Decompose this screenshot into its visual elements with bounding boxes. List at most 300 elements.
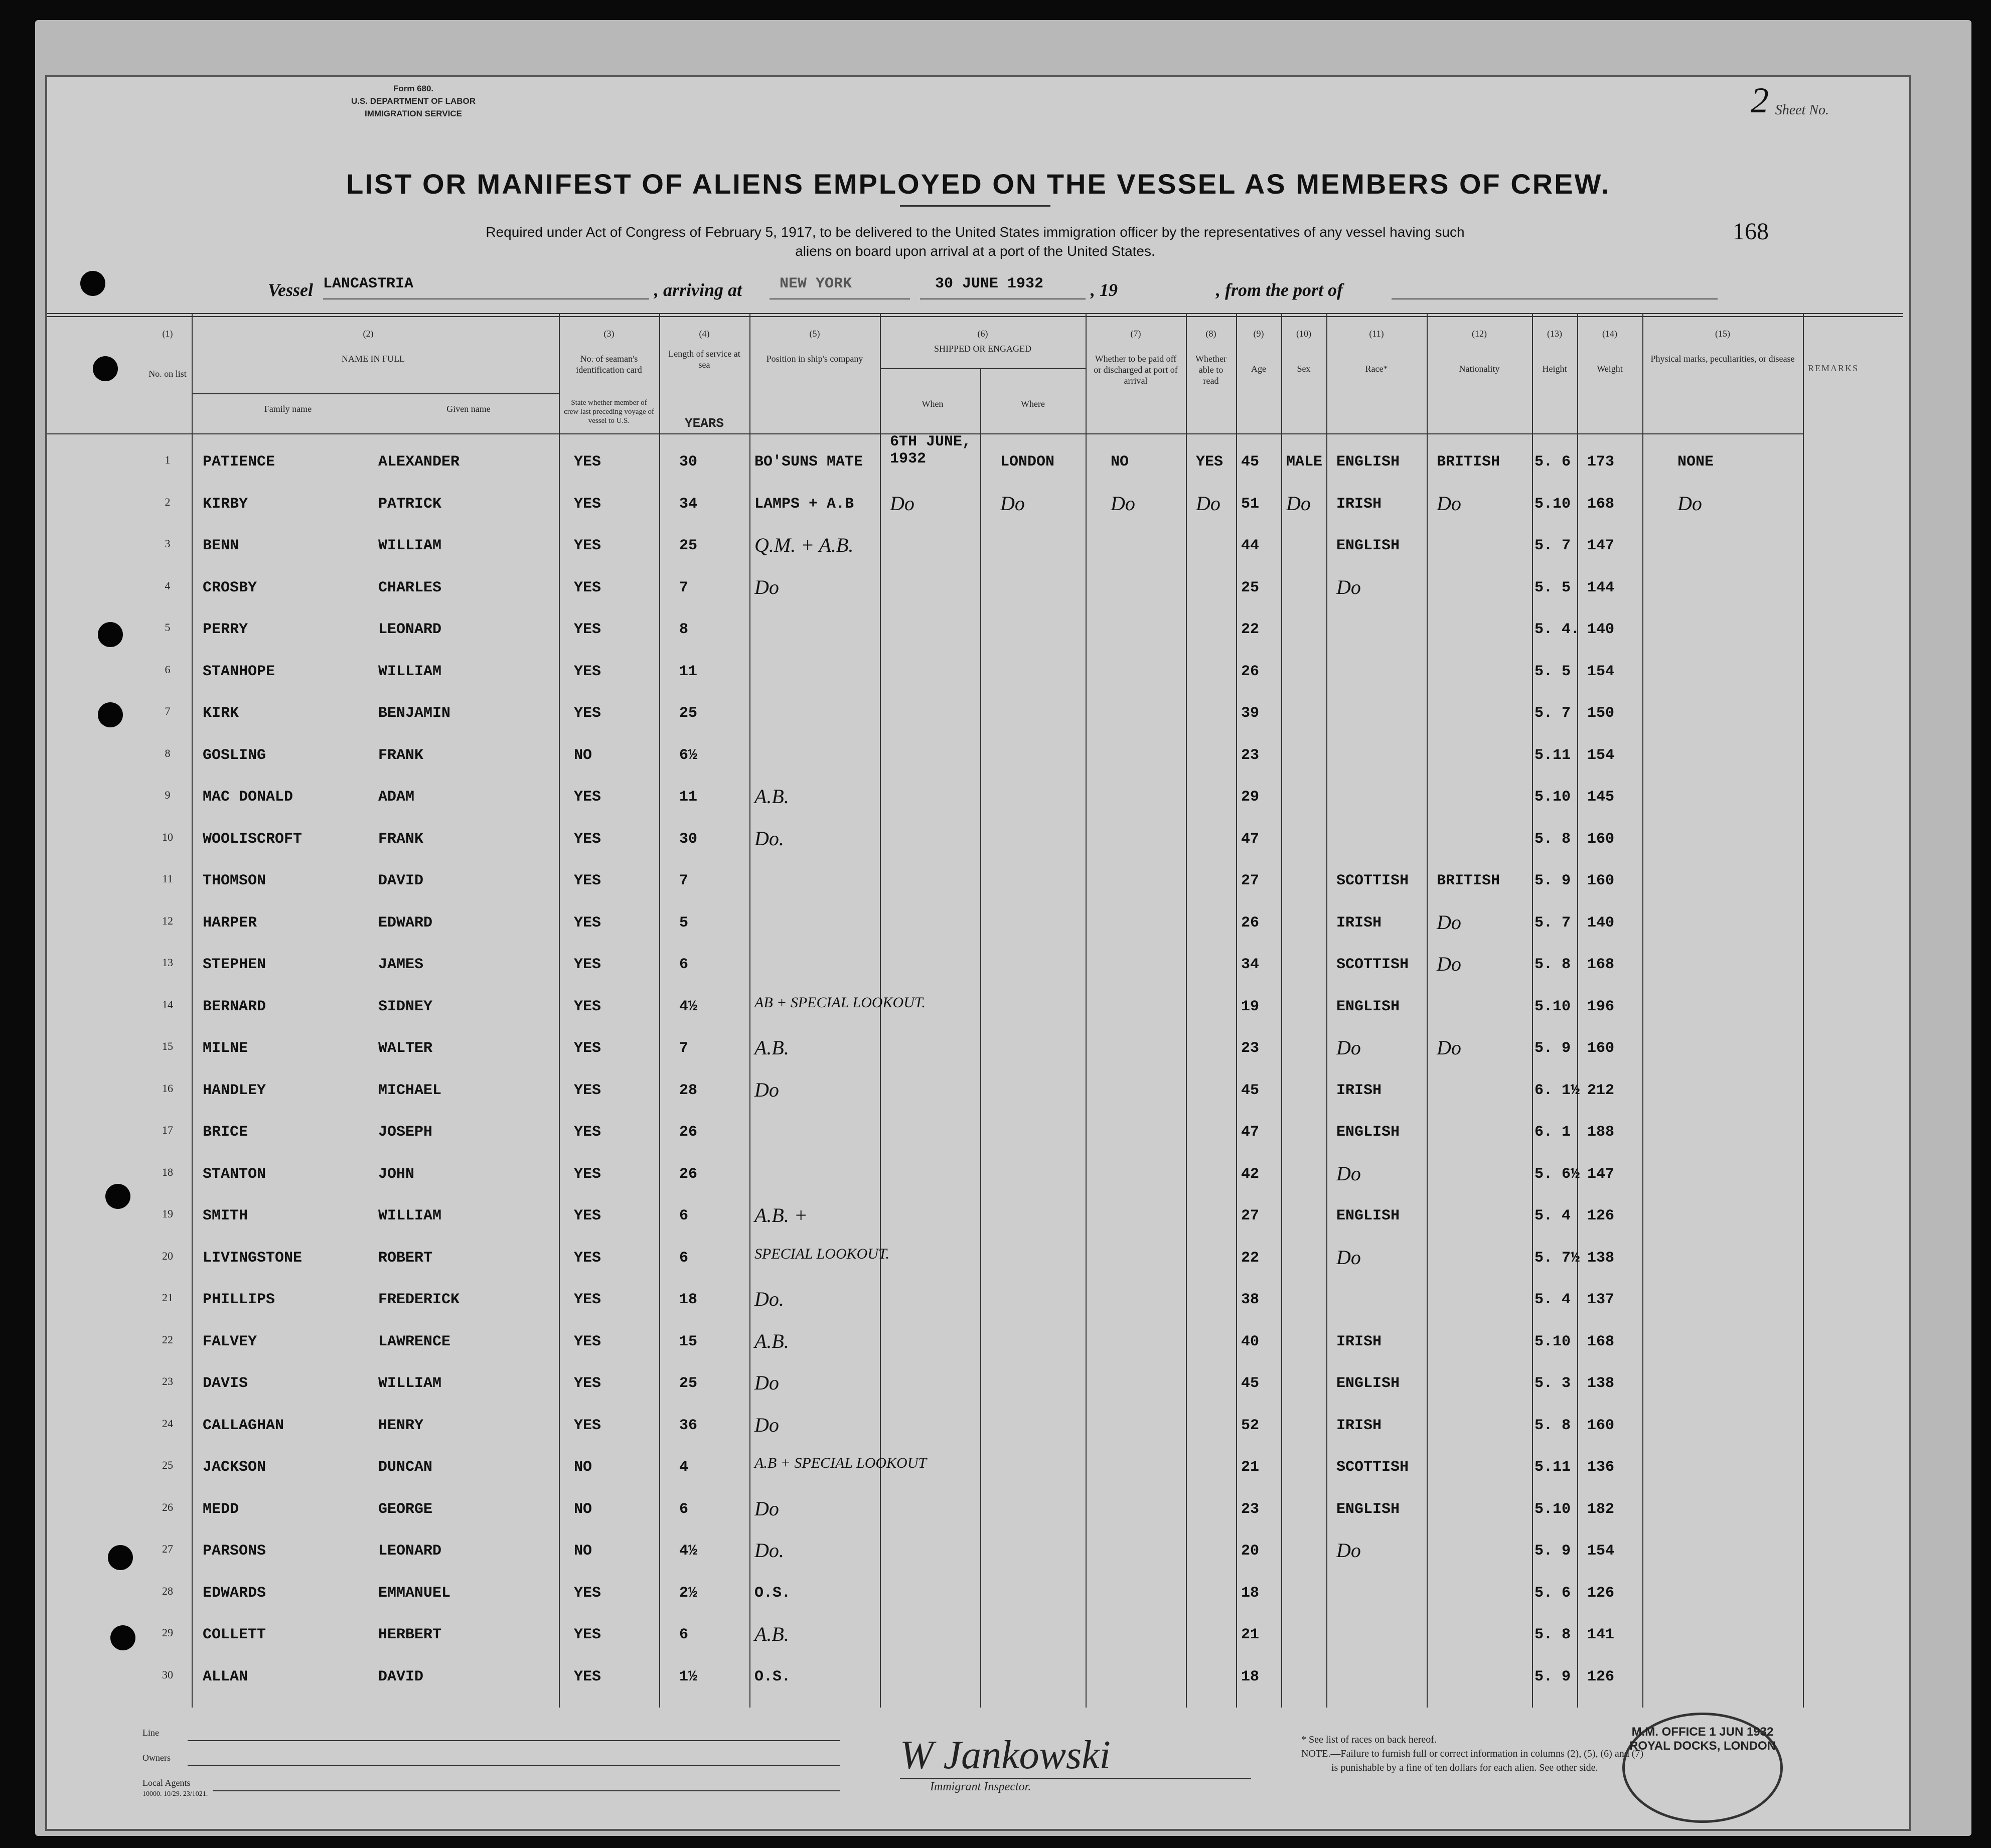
- punch-hole: [80, 271, 105, 296]
- row-number: 12: [162, 914, 173, 927]
- weight: 126: [1587, 1584, 1615, 1602]
- height: 5. 6: [1535, 1584, 1571, 1602]
- height: 5. 3: [1535, 1375, 1571, 1392]
- weight: 140: [1587, 621, 1615, 638]
- header-position: Position in ship's company: [766, 354, 863, 364]
- weight: 140: [1587, 914, 1615, 932]
- row-number: 19: [162, 1207, 173, 1220]
- row-number: 11: [162, 872, 173, 885]
- stamp-text: M.M. OFFICE 1 JUN 1932 ROYAL DOCKS, LONDON: [1629, 1725, 1776, 1753]
- vessel-label: Vessel: [268, 280, 313, 300]
- header-length-service: Length of service at sea: [668, 349, 740, 370]
- age: 45: [1241, 1375, 1260, 1392]
- age: 39: [1241, 705, 1260, 722]
- age: 26: [1241, 914, 1260, 932]
- race: IRISH: [1336, 1082, 1382, 1099]
- family-name: JACKSON: [203, 1459, 266, 1476]
- age: 27: [1241, 872, 1260, 889]
- family-name: PATIENCE: [203, 453, 275, 471]
- family-name: STANTON: [203, 1165, 266, 1183]
- years-service: 4½: [679, 998, 698, 1015]
- family-name: CROSBY: [203, 579, 257, 596]
- row-number: 14: [162, 998, 173, 1011]
- table-top-rule: [47, 313, 1903, 314]
- race: SCOTTISH: [1336, 872, 1409, 889]
- header-given-name: Given name: [446, 404, 491, 414]
- previous-voyage: YES: [574, 453, 601, 471]
- previous-voyage: YES: [574, 1333, 601, 1350]
- family-name: EDWARDS: [203, 1584, 266, 1602]
- footer-agents-label: Local Agents: [142, 1778, 191, 1788]
- family-name: ALLAN: [203, 1668, 248, 1685]
- header-age: Age: [1251, 364, 1266, 374]
- previous-voyage: YES: [574, 830, 601, 848]
- age: 52: [1241, 1417, 1260, 1434]
- given-name: SIDNEY: [378, 998, 433, 1015]
- col-divider-16: [1803, 313, 1804, 1708]
- row-number: 22: [162, 1333, 173, 1346]
- note-fine: is punishable by a fine of ten dollars for each alien. See other side.: [1331, 1762, 1598, 1773]
- vessel-underline: [323, 298, 649, 299]
- family-name: BRICE: [203, 1124, 248, 1141]
- years-service: 6: [679, 1500, 689, 1518]
- weight: 160: [1587, 830, 1615, 848]
- years-service: 7: [679, 579, 689, 596]
- height: 5.11: [1535, 1459, 1571, 1476]
- previous-voyage: YES: [574, 956, 601, 973]
- years-service: 7: [679, 872, 689, 889]
- sex: MALE: [1286, 453, 1323, 471]
- years-service: 6: [679, 1207, 689, 1224]
- family-name: WOOLISCROFT: [203, 830, 302, 848]
- family-name: MILNE: [203, 1040, 248, 1057]
- years-service: 1½: [679, 1668, 698, 1685]
- family-name: HANDLEY: [203, 1082, 266, 1099]
- given-name: DUNCAN: [378, 1459, 433, 1476]
- height: 5. 9: [1535, 1040, 1571, 1057]
- height: 5. 7: [1535, 914, 1571, 932]
- header-weight: Weight: [1597, 364, 1623, 374]
- given-name: WILLIAM: [378, 1207, 442, 1224]
- height: 6. 1: [1535, 1124, 1571, 1141]
- position: A.B.: [754, 785, 789, 808]
- weight: 138: [1587, 1375, 1615, 1392]
- weight: 126: [1587, 1668, 1615, 1685]
- col-num-3: (3): [603, 329, 615, 339]
- age: 29: [1241, 789, 1260, 806]
- previous-voyage: YES: [574, 1207, 601, 1224]
- arriving-label: , arriving at: [654, 280, 742, 300]
- header-remarks: REMARKS: [1808, 363, 1859, 373]
- years-service: 5: [679, 914, 689, 932]
- table-top-rule-2: [47, 316, 1903, 317]
- punch-hole: [98, 622, 123, 647]
- able-to-read: Do: [1196, 492, 1220, 515]
- family-name: PERRY: [203, 621, 248, 638]
- row-number: 6: [165, 663, 171, 676]
- row-number: 21: [162, 1291, 173, 1304]
- height: 5.10: [1535, 495, 1571, 513]
- given-name: JOSEPH: [378, 1124, 433, 1141]
- race: Do: [1336, 1036, 1361, 1059]
- race: ENGLISH: [1336, 453, 1400, 471]
- weight: 173: [1587, 453, 1615, 471]
- header-shipped: SHIPPED OR ENGAGED: [934, 344, 1031, 354]
- paid-off: NO: [1111, 453, 1129, 471]
- from-underline: [1392, 298, 1718, 299]
- height: 5.10: [1535, 789, 1571, 806]
- header-seaman-note: State whether member of crew last preceding voyage of vessel to U.S.: [564, 399, 654, 425]
- years-service: 30: [679, 453, 698, 471]
- col-num-7: (7): [1130, 329, 1141, 339]
- position: Do: [754, 575, 779, 598]
- header-able-read: Whether able to read: [1195, 354, 1227, 386]
- header-when: When: [922, 399, 944, 409]
- age: 45: [1241, 453, 1260, 471]
- given-name: WILLIAM: [378, 1375, 442, 1392]
- weight: 188: [1587, 1124, 1615, 1141]
- col-divider-11: [1326, 313, 1327, 1708]
- age: 21: [1241, 1459, 1260, 1476]
- position: Do.: [754, 1288, 784, 1310]
- years-service: 4: [679, 1459, 689, 1476]
- race: ENGLISH: [1336, 1375, 1400, 1392]
- col-divider-13: [1532, 313, 1533, 1708]
- weight: 168: [1587, 1333, 1615, 1350]
- position: A.B.: [754, 1623, 789, 1645]
- age: 42: [1241, 1165, 1260, 1183]
- given-name: JOHN: [378, 1165, 415, 1183]
- given-name: LEONARD: [378, 621, 442, 638]
- height: 6. 1½: [1535, 1082, 1580, 1099]
- footer-owners-rule: [188, 1765, 840, 1766]
- years-service: 8: [679, 621, 689, 638]
- age: 40: [1241, 1333, 1260, 1350]
- note-failure: NOTE.—Failure to furnish full or correct information in columns (2), (5), (6) and (7): [1301, 1748, 1644, 1759]
- shipped-where: LONDON: [1000, 453, 1055, 471]
- weight: 160: [1587, 1417, 1615, 1434]
- header-physical-marks: Physical marks, peculiarities, or disease: [1650, 354, 1795, 364]
- weight: 145: [1587, 789, 1615, 806]
- previous-voyage: YES: [574, 1375, 601, 1392]
- age: 22: [1241, 1249, 1260, 1267]
- col-divider-10: [1281, 313, 1282, 1708]
- row-number: 28: [162, 1584, 173, 1597]
- name-subrule: [193, 393, 559, 394]
- form-dept: U.S. DEPARTMENT OF LABOR: [351, 96, 476, 106]
- family-name: BERNARD: [203, 998, 266, 1015]
- col-num-2: (2): [363, 329, 374, 339]
- previous-voyage: YES: [574, 1249, 601, 1267]
- weight: 154: [1587, 663, 1615, 680]
- years-service: 6½: [679, 746, 698, 764]
- header-race: Race*: [1365, 364, 1388, 374]
- position: SPECIAL LOOKOUT.: [754, 1245, 889, 1262]
- previous-voyage: YES: [574, 537, 601, 554]
- weight: 144: [1587, 579, 1615, 596]
- row-number: 27: [162, 1543, 173, 1555]
- years-service: 25: [679, 537, 698, 554]
- weight: 154: [1587, 746, 1615, 764]
- height: 5. 6: [1535, 453, 1571, 471]
- race: IRISH: [1336, 914, 1382, 932]
- position: A.B.: [754, 1329, 789, 1352]
- height: 5. 8: [1535, 956, 1571, 973]
- col-divider-4: [749, 313, 750, 1708]
- able-to-read: YES: [1196, 453, 1223, 471]
- race: Do: [1336, 1162, 1361, 1185]
- paid-off: Do: [1111, 492, 1135, 515]
- given-name: CHARLES: [378, 579, 442, 596]
- height: 5. 4: [1535, 1207, 1571, 1224]
- footer-agents-rule: [213, 1790, 840, 1791]
- age: 21: [1241, 1626, 1260, 1643]
- from-port-label: , from the port of: [1216, 280, 1343, 300]
- physical-marks: Do: [1677, 492, 1702, 515]
- weight: 154: [1587, 1543, 1615, 1560]
- family-name: CALLAGHAN: [203, 1417, 284, 1434]
- inspector-label: Immigrant Inspector.: [930, 1780, 1031, 1793]
- col-num-9: (9): [1253, 329, 1264, 339]
- title-rule: [900, 205, 1050, 207]
- header-nationality: Nationality: [1459, 364, 1500, 374]
- age: 18: [1241, 1584, 1260, 1602]
- height: 5.10: [1535, 1500, 1571, 1518]
- family-name: KIRK: [203, 705, 239, 722]
- col-divider-3: [659, 313, 660, 1708]
- row-number: 7: [165, 705, 171, 717]
- previous-voyage: NO: [574, 746, 592, 764]
- row-number: 13: [162, 956, 173, 969]
- given-name: ALEXANDER: [378, 453, 460, 471]
- col-num-8: (8): [1205, 329, 1216, 339]
- height: 5. 8: [1535, 830, 1571, 848]
- height: 5. 7: [1535, 537, 1571, 554]
- row-number: 1: [165, 453, 171, 466]
- sheet-label: Sheet No.: [1775, 102, 1829, 118]
- age: 19: [1241, 998, 1260, 1015]
- given-name: JAMES: [378, 956, 424, 973]
- shipped-subrule: [880, 368, 1086, 369]
- given-name: BENJAMIN: [378, 705, 451, 722]
- family-name: BENN: [203, 537, 239, 554]
- previous-voyage: YES: [574, 621, 601, 638]
- nationality: BRITISH: [1437, 453, 1500, 471]
- given-name: LEONARD: [378, 1543, 442, 1560]
- year-label: , 19: [1091, 280, 1118, 300]
- col-divider-12: [1427, 313, 1428, 1708]
- row-number: 18: [162, 1165, 173, 1178]
- col-num-11: (11): [1369, 329, 1384, 339]
- manifest-sheet: [45, 75, 1911, 1831]
- punch-hole: [105, 1184, 130, 1209]
- family-name: GOSLING: [203, 746, 266, 764]
- row-number: 8: [165, 746, 171, 759]
- col-num-6: (6): [977, 329, 988, 339]
- weight: 126: [1587, 1207, 1615, 1224]
- given-name: HENRY: [378, 1417, 424, 1434]
- col-divider-2: [559, 313, 560, 1708]
- family-name: DAVIS: [203, 1375, 248, 1392]
- shipped-where: Do: [1000, 492, 1025, 515]
- arrival-date: 30 JUNE 1932: [935, 275, 1044, 292]
- header-family-name: Family name: [264, 404, 312, 414]
- header-where: Where: [1021, 399, 1045, 409]
- family-name: PARSONS: [203, 1543, 266, 1560]
- position: A.B. +: [754, 1204, 808, 1226]
- row-number: 26: [162, 1500, 173, 1513]
- col-num-13: (13): [1547, 329, 1562, 339]
- header-years: YEARS: [684, 416, 724, 431]
- years-service: 28: [679, 1082, 698, 1099]
- subtitle: [248, 223, 1703, 261]
- previous-voyage: YES: [574, 998, 601, 1015]
- years-service: 6: [679, 956, 689, 973]
- family-name: FALVEY: [203, 1333, 257, 1350]
- row-number: 24: [162, 1417, 173, 1430]
- row-number: 15: [162, 1040, 173, 1052]
- years-service: 4½: [679, 1543, 698, 1560]
- row-number: 25: [162, 1459, 173, 1471]
- col-num-14: (14): [1602, 329, 1617, 339]
- weight: 136: [1587, 1459, 1615, 1476]
- weight: 160: [1587, 872, 1615, 889]
- family-name: STEPHEN: [203, 956, 266, 973]
- col-divider-14: [1577, 313, 1578, 1708]
- given-name: ROBERT: [378, 1249, 433, 1267]
- age: 44: [1241, 537, 1260, 554]
- weight: 141: [1587, 1626, 1615, 1643]
- height: 5. 8: [1535, 1626, 1571, 1643]
- height: 5. 4: [1535, 1291, 1571, 1308]
- col-num-12: (12): [1472, 329, 1487, 339]
- weight: 138: [1587, 1249, 1615, 1267]
- previous-voyage: YES: [574, 579, 601, 596]
- given-name: EMMANUEL: [378, 1584, 451, 1602]
- given-name: DAVID: [378, 872, 424, 889]
- page-title: LIST OR MANIFEST OF ALIENS EMPLOYED ON THE VESSEL AS MEMBERS OF CREW.: [346, 168, 1610, 200]
- position: A.B.: [754, 1036, 789, 1059]
- previous-voyage: YES: [574, 1417, 601, 1434]
- previous-voyage: YES: [574, 1584, 601, 1602]
- weight: 160: [1587, 1040, 1615, 1057]
- weight: 212: [1587, 1082, 1615, 1099]
- height: 5. 8: [1535, 1417, 1571, 1434]
- given-name: ADAM: [378, 789, 415, 806]
- header-sex: Sex: [1297, 364, 1311, 374]
- given-name: WILLIAM: [378, 663, 442, 680]
- years-service: 25: [679, 705, 698, 722]
- previous-voyage: YES: [574, 1626, 601, 1643]
- weight: 150: [1587, 705, 1615, 722]
- age: 51: [1241, 495, 1260, 513]
- previous-voyage: YES: [574, 789, 601, 806]
- family-name: PHILLIPS: [203, 1291, 275, 1308]
- height: 5. 9: [1535, 872, 1571, 889]
- previous-voyage: YES: [574, 1124, 601, 1141]
- race: ENGLISH: [1336, 537, 1400, 554]
- years-service: 34: [679, 495, 698, 513]
- header-seaman-card: No. of seaman's identification card: [576, 354, 642, 375]
- height: 5. 7½: [1535, 1249, 1580, 1267]
- height: 5.10: [1535, 998, 1571, 1015]
- punch-hole: [93, 356, 118, 381]
- position: Do: [754, 1497, 779, 1520]
- race: IRISH: [1336, 495, 1382, 513]
- race: Do: [1336, 1246, 1361, 1269]
- previous-voyage: YES: [574, 495, 601, 513]
- race: ENGLISH: [1336, 998, 1400, 1015]
- row-number: 4: [165, 579, 171, 592]
- years-service: 30: [679, 830, 698, 848]
- previous-voyage: YES: [574, 663, 601, 680]
- row-number: 23: [162, 1375, 173, 1388]
- height: 5.10: [1535, 1333, 1571, 1350]
- position: BO'SUNS MATE: [754, 453, 863, 471]
- years-service: 36: [679, 1417, 698, 1434]
- punch-hole: [110, 1625, 135, 1650]
- previous-voyage: YES: [574, 1165, 601, 1183]
- years-service: 25: [679, 1375, 698, 1392]
- punch-hole: [108, 1545, 133, 1570]
- vessel-name: LANCASTRIA: [323, 275, 414, 292]
- col-divider-1: [192, 313, 193, 1708]
- previous-voyage: YES: [574, 1668, 601, 1685]
- given-name: WALTER: [378, 1040, 433, 1057]
- given-name: FREDERICK: [378, 1291, 460, 1308]
- col-divider-7: [1086, 313, 1087, 1708]
- weight: 196: [1587, 998, 1615, 1015]
- race: Do: [1336, 575, 1361, 598]
- weight: 168: [1587, 495, 1615, 513]
- age: 25: [1241, 579, 1260, 596]
- race: ENGLISH: [1336, 1124, 1400, 1141]
- position: AB + SPECIAL LOOKOUT.: [754, 994, 926, 1011]
- nationality: Do: [1437, 953, 1461, 975]
- height: 5. 9: [1535, 1543, 1571, 1560]
- years-service: 15: [679, 1333, 698, 1350]
- print-code: 10000. 10/29. 23/1021.: [142, 1790, 208, 1798]
- race: ENGLISH: [1336, 1500, 1400, 1518]
- row-number: 2: [165, 495, 171, 508]
- race: ENGLISH: [1336, 1207, 1400, 1224]
- previous-voyage: YES: [574, 872, 601, 889]
- crew-table: [47, 313, 1909, 1768]
- inspector-signature: W Jankowski: [900, 1733, 1111, 1777]
- position: Do: [754, 1078, 779, 1101]
- weight: 168: [1587, 956, 1615, 973]
- weight: 182: [1587, 1500, 1615, 1518]
- row-number: 5: [165, 621, 171, 634]
- years-service: 18: [679, 1291, 698, 1308]
- age: 20: [1241, 1543, 1260, 1560]
- signature-rule: [900, 1778, 1251, 1779]
- col-num-15: (15): [1715, 329, 1730, 339]
- age: 23: [1241, 746, 1260, 764]
- col-num-4: (4): [699, 329, 710, 339]
- family-name: SMITH: [203, 1207, 248, 1224]
- arriving-port: NEW YORK: [780, 275, 852, 292]
- age: 26: [1241, 663, 1260, 680]
- age: 27: [1241, 1207, 1260, 1224]
- page-count: 168: [1733, 218, 1769, 245]
- family-name: KIRBY: [203, 495, 248, 513]
- given-name: GEORGE: [378, 1500, 433, 1518]
- race: SCOTTISH: [1336, 1459, 1409, 1476]
- previous-voyage: NO: [574, 1500, 592, 1518]
- given-name: EDWARD: [378, 914, 433, 932]
- race: IRISH: [1336, 1333, 1382, 1350]
